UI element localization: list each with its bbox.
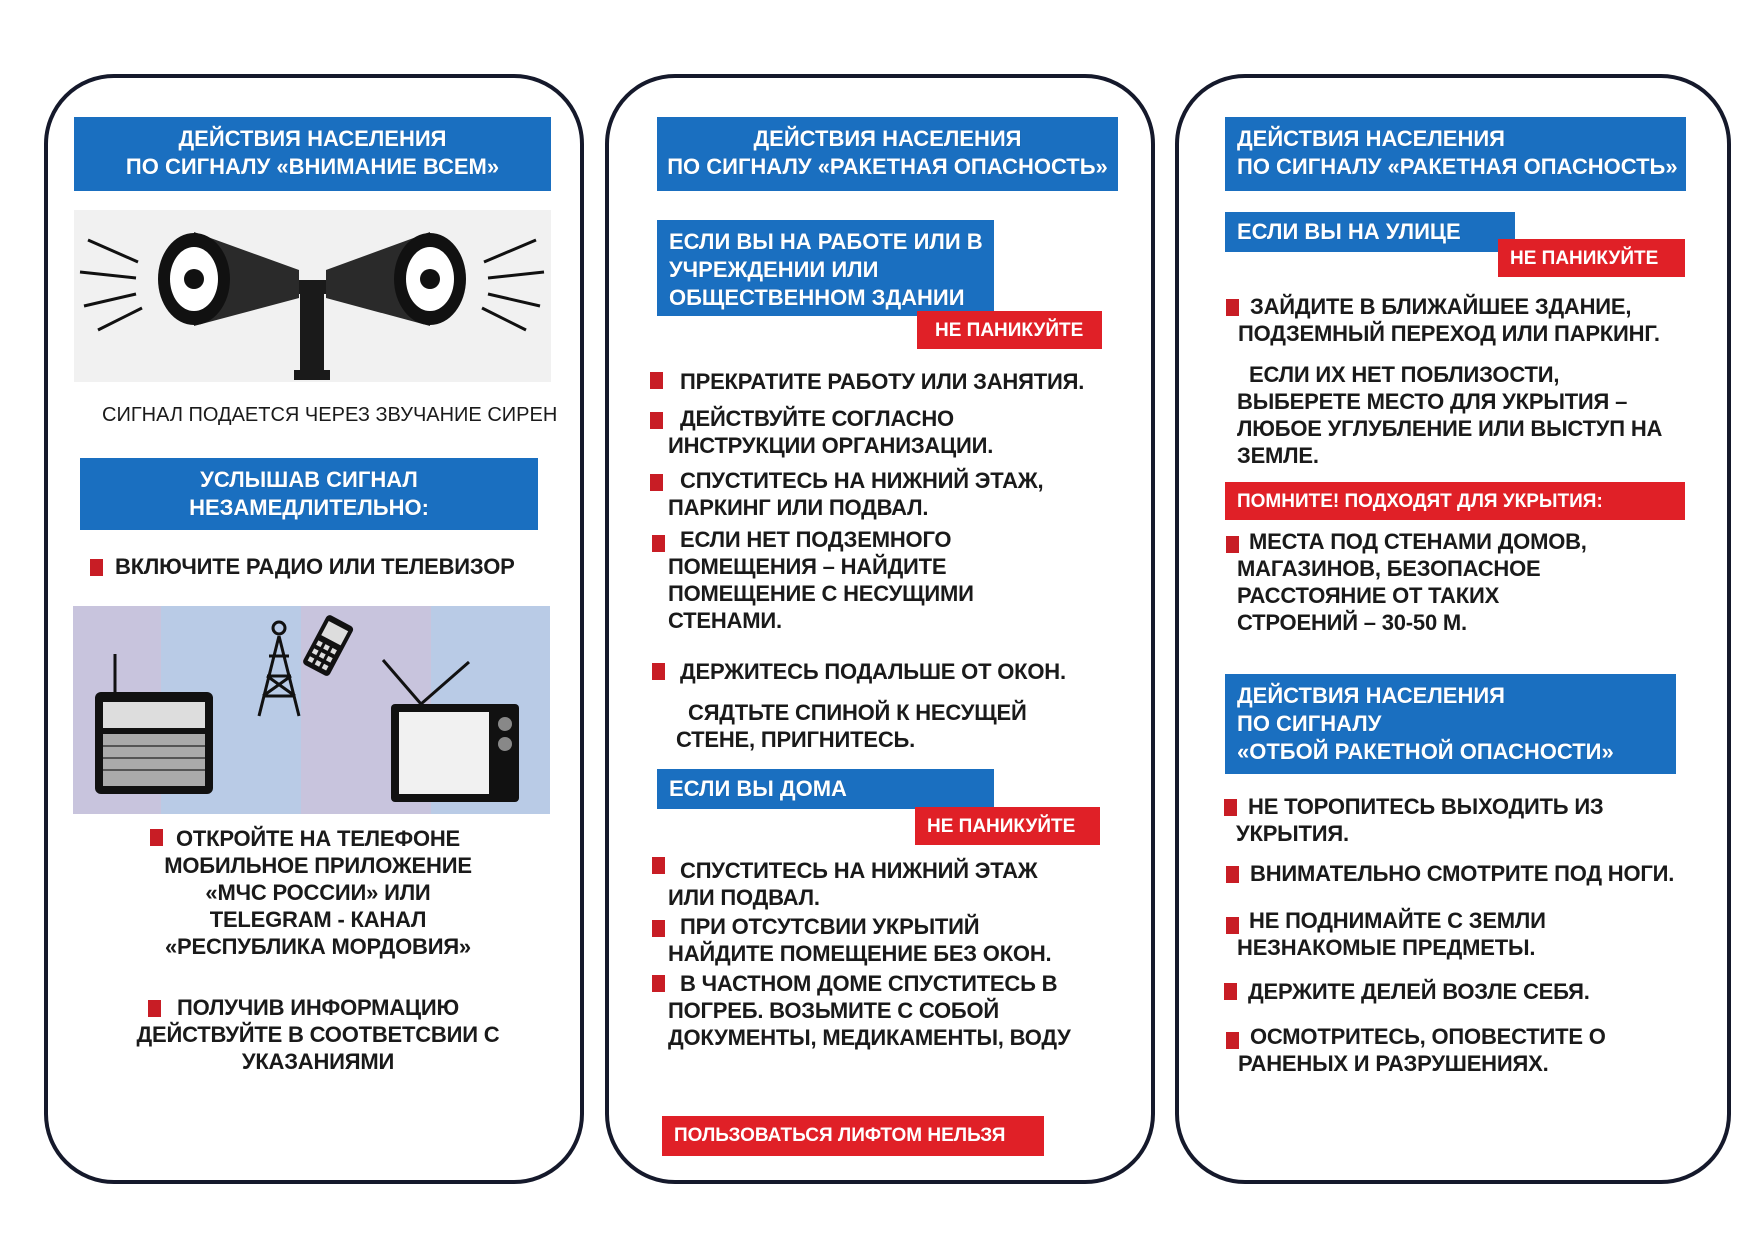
street-item: ЗАЙДИТЕ В БЛИЖАЙШЕЕ ЗДАНИЕ, ПОДЗЕМНЫЙ ПЕРЕХОД ИЛИ ПАРКИНГ. [1238, 294, 1660, 346]
bullet [650, 372, 663, 389]
shelter-item: МЕСТА ПОД СТЕНАМИ ДОМОВ, МАГАЗИНОВ, БЕЗОПАСНОЕ РАССТОЯНИЕ ОТ ТАКИХ СТРОЕНИЙ – 30-50 М. [1237, 529, 1587, 635]
allclear-item-2: ВНИМАТЕЛЬНО СМОТРИТЕ ПОД НОГИ. [1250, 861, 1675, 886]
allclear-item-4: ДЕРЖИТЕ ДЕЛЕЙ ВОЗЛЕ СЕБЯ. [1248, 979, 1590, 1004]
remember-banner: ПОМНИТЕ! ПОДХОДЯТ ДЛЯ УКРЫТИЯ: [1225, 482, 1685, 520]
no-panic-badge-work: НЕ ПАНИКУЙТЕ [917, 311, 1102, 349]
bullet [652, 535, 665, 552]
header-attention-all: ДЕЙСТВИЯ НАСЕЛЕНИЯ ПО СИГНАЛУ «ВНИМАНИЕ ВСЕМ» [74, 117, 551, 191]
work-note: СЯДТЬТЕ СПИНОЙ К НЕСУЩЕЙ СТЕНЕ, ПРИГНИТЕСЬ. [676, 700, 1027, 752]
header-on-street: ЕСЛИ ВЫ НА УЛИЦЕ [1225, 212, 1515, 252]
work-item-5: ДЕРЖИТЕСЬ ПОДАЛЬШЕ ОТ ОКОН. [680, 659, 1066, 684]
bullet [1224, 983, 1237, 1000]
home-item-3: В ЧАСТНОМ ДОМЕ СПУСТИТЕСЬ В ПОГРЕБ. ВОЗЬМИТЕ С СОБОЙ ДОКУМЕНТЫ, МЕДИКАМЕНТЫ, ВОДУ [668, 971, 1071, 1050]
bullet [650, 474, 663, 491]
work-item-1: ПРЕКРАТИТЕ РАБОТУ ИЛИ ЗАНЯТИЯ. [680, 369, 1085, 394]
bullet [90, 559, 103, 576]
bullet [652, 975, 665, 992]
bullet [1226, 866, 1239, 883]
bullet [652, 663, 665, 680]
item-radio-tv: ВКЛЮЧИТЕ РАДИО ИЛИ ТЕЛЕВИЗОР [115, 554, 515, 579]
work-item-3: СПУСТИТЕСЬ НА НИЖНИЙ ЭТАЖ, ПАРКИНГ ИЛИ ПОДВАЛ. [668, 468, 1044, 520]
header-at-work: ЕСЛИ ВЫ НА РАБОТЕ ИЛИ В УЧРЕЖДЕНИИ ИЛИ ОБЩЕСТВЕННОМ ЗДАНИИ [657, 220, 994, 316]
home-item-2: ПРИ ОТСУТСВИИ УКРЫТИЙ НАЙДИТЕ ПОМЕЩЕНИЕ БЕЗ ОКОН. [668, 914, 1052, 966]
work-item-2: ДЕЙСТВУЙТЕ СОГЛАСНО ИНСТРУКЦИИ ОРГАНИЗАЦИИ. [668, 406, 994, 458]
item-follow-info: ПОЛУЧИВ ИНФОРМАЦИЮ ДЕЙСТВУЙТЕ В СООТВЕТСВИИ С УКАЗАНИЯМИ [136, 995, 500, 1074]
elevator-warning: ПОЛЬЗОВАТЬСЯ ЛИФТОМ НЕЛЬЗЯ [662, 1116, 1044, 1156]
allclear-item-3: НЕ ПОДНИМАЙТЕ С ЗЕМЛИ НЕЗНАКОМЫЕ ПРЕДМЕТЫ. [1237, 908, 1546, 960]
home-item-1: СПУСТИТЕСЬ НА НИЖНИЙ ЭТАЖ ИЛИ ПОДВАЛ. [668, 858, 1038, 910]
bullet [652, 857, 665, 874]
siren-icon [74, 210, 551, 382]
allclear-item-5: ОСМОТРИТЕСЬ, ОПОВЕСТИТЕ О РАНЕНЫХ И РАЗРУШЕНИЯХ. [1238, 1024, 1606, 1076]
header-all-clear: ДЕЙСТВИЯ НАСЕЛЕНИЯ ПО СИГНАЛУ «ОТБОЙ РАКЕТНОЙ ОПАСНОСТИ» [1225, 674, 1676, 774]
bullet [652, 920, 665, 937]
header-at-home: ЕСЛИ ВЫ ДОМА [657, 769, 994, 809]
siren-caption: СИГНАЛ ПОДАЕТСЯ ЧЕРЕЗ ЗВУЧАНИЕ СИРЕН [102, 404, 558, 426]
item-mobile-app: ОТКРОЙТЕ НА ТЕЛЕФОНЕ МОБИЛЬНОЕ ПРИЛОЖЕНИЕ «МЧС РОССИИ» ИЛИ TELEGRAM - КАНАЛ «РЕСПУБЛИКА МОРДОВИЯ» [164, 826, 472, 959]
street-note: ЕСЛИ ИХ НЕТ ПОБЛИЗОСТИ, ВЫБЕРЕТЕ МЕСТО ДЛЯ УКРЫТИЯ – ЛЮБОЕ УГЛУБЛЕНИЕ ИЛИ ВЫСТУП НА ЗЕМЛЕ. [1237, 362, 1663, 468]
allclear-item-1: НЕ ТОРОПИТЕСЬ ВЫХОДИТЬ ИЗ УКРЫТИЯ. [1236, 794, 1604, 846]
work-item-4: ЕСЛИ НЕТ ПОДЗЕМНОГО ПОМЕЩЕНИЯ – НАЙДИТЕ ПОМЕЩЕНИЕ С НЕСУЩИМИ СТЕНАМИ. [668, 527, 974, 633]
header-missile-danger-2: ДЕЙСТВИЯ НАСЕЛЕНИЯ ПО СИГНАЛУ «РАКЕТНАЯ ОПАСНОСТЬ» [1225, 117, 1686, 191]
no-panic-badge-home: НЕ ПАНИКУЙТЕ [915, 807, 1100, 845]
header-hear-signal: УСЛЫШАВ СИГНАЛ НЕЗАМЕДЛИТЕЛЬНО: [80, 458, 538, 530]
bullet [650, 412, 663, 429]
no-panic-badge-street: НЕ ПАНИКУЙТЕ [1498, 239, 1685, 277]
media-illustration [73, 606, 550, 814]
header-missile-danger: ДЕЙСТВИЯ НАСЕЛЕНИЯ ПО СИГНАЛУ «РАКЕТНАЯ ОПАСНОСТЬ» [657, 117, 1118, 191]
